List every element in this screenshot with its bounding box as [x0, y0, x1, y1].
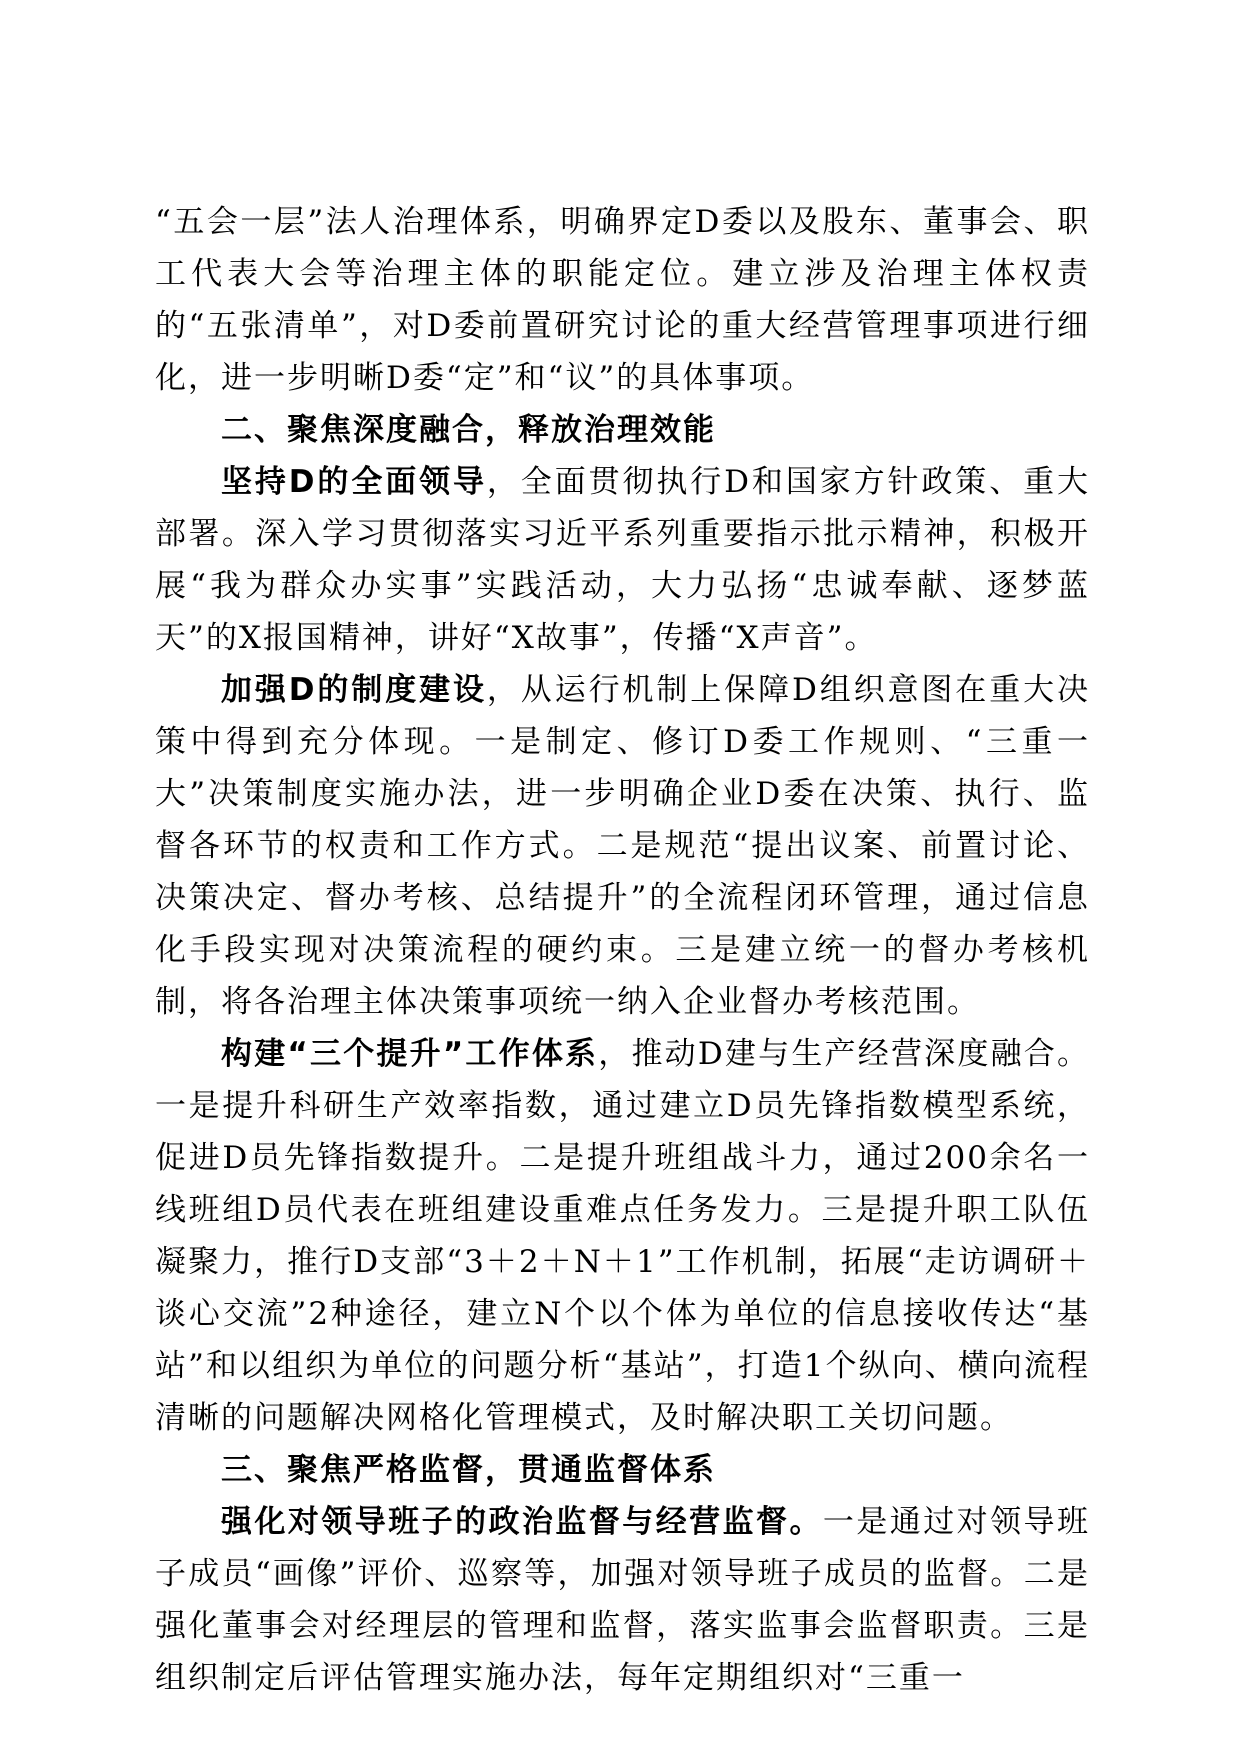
paragraph-lead-phrase: 构建“三个提升”工作体系: [221, 1036, 599, 1072]
paragraph-three-improvements: [155, 1028, 1090, 1444]
paragraph-leadership: [155, 456, 1090, 664]
paragraph-body-text: ，从运行机制上保障D组织意图在重大决策中得到充分体现。一是制定、修订D委工作规则、“三重一大”决策制度实施办法，进一步明确企业D委在决策、执行、监督各环节的权责和工作方式。二是规范“提出议案、前置讨论、决策决定、督办考核、总结提升”的全流程闭环管理，通过信息化手段实现对决策流程的硬约束。三是建立统一的督办考核机制，将各治理主体决策事项统一纳入企业督办考核范围。: [155, 672, 1090, 1020]
paragraph-lead-phrase: 加强D的制度建设: [221, 672, 487, 708]
paragraph-lead-phrase: 强化对领导班子的政治监督与经营监督。: [221, 1504, 823, 1540]
paragraph-institution-building: [155, 664, 1090, 1028]
paragraph-body-text: ，推动D建与生产经营深度融合。一是提升科研生产效率指数，通过建立D员先锋指数模型系统，促进D员先锋指数提升。二是提升班组战斗力，通过200余名一线班组D员代表在班组建设重难点任务发力。三是提升职工队伍凝聚力，推行D支部“3＋2＋N＋1”工作机制，拓展“走访调研＋谈心交流”2种途径，建立N个以个体为单位的信息接收传达“基站”和以组织为单位的问题分析“基站”，打造1个纵向、横向流程清晰的问题解决网格化管理模式，及时解决职工关切问题。: [155, 1036, 1091, 1436]
paragraph-supervision: [155, 1496, 1090, 1704]
document-body: [155, 196, 1090, 1704]
paragraph-body-text: 一是通过对领导班子成员“画像”评价、巡察等，加强对领导班子成员的监督。二是强化董事会对经理层的管理和监督，落实监事会监督职责。三是组织制定后评估管理实施办法，每年定期组织对“三重一: [155, 1504, 1091, 1696]
section-heading-2: 二、聚焦深度融合，释放治理效能: [221, 412, 716, 448]
paragraph-continuation: “五会一层”法人治理体系，明确界定D委以及股东、董事会、职工代表大会等治理主体的职能定位。建立涉及治理主体权责的“五张清单”，对D委前置研究讨论的重大经营管理事项进行细化，进一步明晰D委“定”和“议”的具体事项。: [155, 204, 1090, 396]
paragraph-lead-phrase: 坚持D的全面领导: [221, 464, 487, 500]
section-heading-3: 三、聚焦严格监督，贯通监督体系: [221, 1452, 716, 1488]
paragraph-body-text: ，全面贯彻执行D和国家方针政策、重大部署。深入学习贯彻落实习近平系列重要指示批示精神，积极开展“我为群众办实事”实践活动，大力弘扬“忠诚奉献、逐梦蓝天”的X报国精神，讲好“X故事”，传播“X声音”。: [155, 464, 1090, 656]
